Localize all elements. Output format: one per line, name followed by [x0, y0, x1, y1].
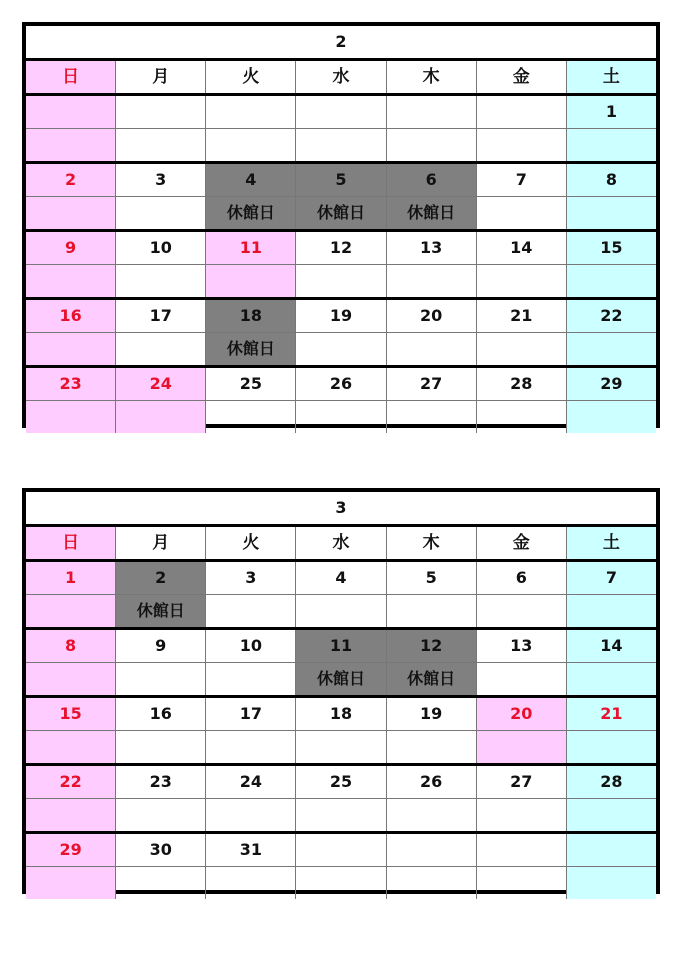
date-cell: [387, 96, 477, 128]
note-cell: [206, 401, 296, 433]
note-cell: [567, 197, 656, 229]
date-cell: 25: [206, 368, 296, 400]
date-row: [26, 834, 656, 867]
note-row: [26, 265, 656, 297]
weekday-thursday: 木: [387, 61, 477, 93]
weekday-wednesday: 水: [296, 61, 386, 93]
note-cell: [477, 333, 567, 365]
note-cell: [26, 663, 116, 695]
note-cell: [206, 799, 296, 831]
calendar-week: [26, 232, 656, 300]
note-row: [26, 799, 656, 831]
closed-day-label: 休館日: [387, 197, 477, 229]
date-cell: 19: [296, 300, 386, 332]
note-cell: [206, 595, 296, 627]
note-cell: [206, 663, 296, 695]
note-row: [26, 867, 656, 899]
weekday-monday: 月: [116, 61, 206, 93]
date-cell: 17: [206, 698, 296, 730]
weekday-saturday: 土: [567, 527, 656, 559]
date-cell: 31: [206, 834, 296, 866]
date-cell: 14: [567, 630, 656, 662]
note-cell: [116, 867, 206, 899]
date-cell: 12: [387, 630, 477, 662]
note-cell: [26, 265, 116, 297]
date-cell: 4: [206, 164, 296, 196]
date-cell: 3: [206, 562, 296, 594]
closed-day-label: 休館日: [116, 595, 206, 627]
weeks-grid: [26, 96, 656, 433]
note-cell: [26, 197, 116, 229]
note-cell: [296, 867, 386, 899]
note-cell: [116, 265, 206, 297]
date-cell: 3: [116, 164, 206, 196]
date-cell: 13: [477, 630, 567, 662]
note-cell: [206, 731, 296, 763]
note-cell: [477, 731, 567, 763]
note-cell: [387, 799, 477, 831]
date-cell: 22: [567, 300, 656, 332]
note-cell: [387, 129, 477, 161]
date-cell: 14: [477, 232, 567, 264]
note-cell: [387, 333, 477, 365]
note-cell: [567, 401, 656, 433]
note-cell: [477, 129, 567, 161]
note-cell: [567, 731, 656, 763]
date-cell: 15: [26, 698, 116, 730]
note-cell: [477, 799, 567, 831]
weekday-friday: 金: [477, 61, 567, 93]
closed-day-label: 休館日: [206, 197, 296, 229]
note-row: [26, 731, 656, 763]
date-cell: 1: [567, 96, 656, 128]
note-cell: [26, 333, 116, 365]
calendar-week: [26, 834, 656, 899]
date-cell: 23: [26, 368, 116, 400]
weekday-monday: 月: [116, 527, 206, 559]
date-cell: 10: [206, 630, 296, 662]
note-cell: [567, 265, 656, 297]
date-cell: [477, 96, 567, 128]
date-cell: [387, 834, 477, 866]
note-cell: [477, 197, 567, 229]
calendar-week: [26, 630, 656, 698]
month-title: 2: [26, 26, 656, 61]
weekday-sunday: 日: [26, 527, 116, 559]
note-cell: [26, 129, 116, 161]
date-cell: 20: [477, 698, 567, 730]
date-cell: 15: [567, 232, 656, 264]
date-cell: 21: [567, 698, 656, 730]
note-cell: [296, 731, 386, 763]
date-cell: 6: [477, 562, 567, 594]
date-cell: 30: [116, 834, 206, 866]
date-cell: 2: [26, 164, 116, 196]
date-cell: 9: [26, 232, 116, 264]
calendar-week: [26, 698, 656, 766]
note-cell: [387, 595, 477, 627]
calendar-week: [26, 562, 656, 630]
weeks-grid: [26, 562, 656, 899]
note-cell: [116, 129, 206, 161]
date-cell: 7: [567, 562, 656, 594]
date-cell: 26: [387, 766, 477, 798]
weekday-header: [26, 61, 656, 96]
weekday-thursday: 木: [387, 527, 477, 559]
weekday-friday: 金: [477, 527, 567, 559]
date-row: [26, 698, 656, 731]
weekday-tuesday: 火: [206, 527, 296, 559]
note-cell: [116, 401, 206, 433]
note-cell: [296, 799, 386, 831]
date-cell: 11: [206, 232, 296, 264]
date-row: [26, 300, 656, 333]
date-cell: 28: [477, 368, 567, 400]
date-cell: 24: [116, 368, 206, 400]
note-row: [26, 129, 656, 161]
date-cell: 13: [387, 232, 477, 264]
date-row: [26, 232, 656, 265]
note-cell: [296, 401, 386, 433]
date-cell: 22: [26, 766, 116, 798]
date-cell: 10: [116, 232, 206, 264]
note-cell: [206, 867, 296, 899]
note-row: [26, 197, 656, 229]
date-cell: 24: [206, 766, 296, 798]
date-row: [26, 368, 656, 401]
date-cell: 26: [296, 368, 386, 400]
note-cell: [26, 799, 116, 831]
date-cell: 29: [567, 368, 656, 400]
date-cell: 8: [567, 164, 656, 196]
calendar-march: [22, 488, 660, 894]
calendar-week: [26, 766, 656, 834]
closed-day-label: 休館日: [296, 663, 386, 695]
date-row: [26, 164, 656, 197]
note-cell: [477, 663, 567, 695]
date-cell: [206, 96, 296, 128]
weekday-sunday: 日: [26, 61, 116, 93]
date-cell: 12: [296, 232, 386, 264]
note-cell: [206, 265, 296, 297]
date-cell: 27: [387, 368, 477, 400]
date-cell: [116, 96, 206, 128]
date-cell: 16: [26, 300, 116, 332]
date-cell: 27: [477, 766, 567, 798]
note-cell: [567, 595, 656, 627]
note-row: [26, 663, 656, 695]
calendar-week: [26, 96, 656, 164]
date-cell: 17: [116, 300, 206, 332]
note-cell: [296, 595, 386, 627]
note-cell: [477, 867, 567, 899]
note-cell: [296, 129, 386, 161]
weekday-wednesday: 水: [296, 527, 386, 559]
weekday-saturday: 土: [567, 61, 656, 93]
date-cell: 7: [477, 164, 567, 196]
note-cell: [296, 265, 386, 297]
weekday-tuesday: 火: [206, 61, 296, 93]
date-row: [26, 766, 656, 799]
note-cell: [387, 731, 477, 763]
date-cell: [567, 834, 656, 866]
note-cell: [26, 401, 116, 433]
date-row: [26, 96, 656, 129]
closed-day-label: 休館日: [206, 333, 296, 365]
calendar-week: [26, 300, 656, 368]
date-cell: 29: [26, 834, 116, 866]
closed-day-label: 休館日: [296, 197, 386, 229]
note-row: [26, 333, 656, 365]
date-cell: 18: [296, 698, 386, 730]
date-cell: 5: [296, 164, 386, 196]
note-cell: [116, 197, 206, 229]
note-cell: [26, 867, 116, 899]
date-row: [26, 630, 656, 663]
date-cell: 8: [26, 630, 116, 662]
date-cell: 9: [116, 630, 206, 662]
date-cell: 6: [387, 164, 477, 196]
note-row: [26, 595, 656, 627]
date-cell: 1: [26, 562, 116, 594]
calendar-february: [22, 22, 660, 428]
weekday-header: [26, 527, 656, 562]
calendar-week: [26, 368, 656, 433]
date-cell: 2: [116, 562, 206, 594]
note-cell: [477, 401, 567, 433]
note-cell: [116, 663, 206, 695]
date-cell: 23: [116, 766, 206, 798]
closed-day-label: 休館日: [387, 663, 477, 695]
note-cell: [477, 595, 567, 627]
note-cell: [567, 663, 656, 695]
calendar-week: [26, 164, 656, 232]
date-cell: 5: [387, 562, 477, 594]
date-cell: 18: [206, 300, 296, 332]
date-row: [26, 562, 656, 595]
note-cell: [26, 731, 116, 763]
date-cell: [26, 96, 116, 128]
date-cell: 4: [296, 562, 386, 594]
date-cell: 19: [387, 698, 477, 730]
note-cell: [387, 867, 477, 899]
month-title: 3: [26, 492, 656, 527]
note-cell: [296, 333, 386, 365]
date-cell: [477, 834, 567, 866]
note-cell: [567, 333, 656, 365]
note-cell: [567, 129, 656, 161]
date-cell: 20: [387, 300, 477, 332]
date-cell: 28: [567, 766, 656, 798]
note-cell: [477, 265, 567, 297]
note-cell: [116, 731, 206, 763]
note-cell: [387, 265, 477, 297]
date-cell: 21: [477, 300, 567, 332]
note-row: [26, 401, 656, 433]
note-cell: [567, 867, 656, 899]
note-cell: [206, 129, 296, 161]
note-cell: [26, 595, 116, 627]
note-cell: [387, 401, 477, 433]
date-cell: 11: [296, 630, 386, 662]
note-cell: [116, 799, 206, 831]
note-cell: [567, 799, 656, 831]
date-cell: 25: [296, 766, 386, 798]
date-cell: [296, 96, 386, 128]
date-cell: [296, 834, 386, 866]
date-cell: 16: [116, 698, 206, 730]
note-cell: [116, 333, 206, 365]
